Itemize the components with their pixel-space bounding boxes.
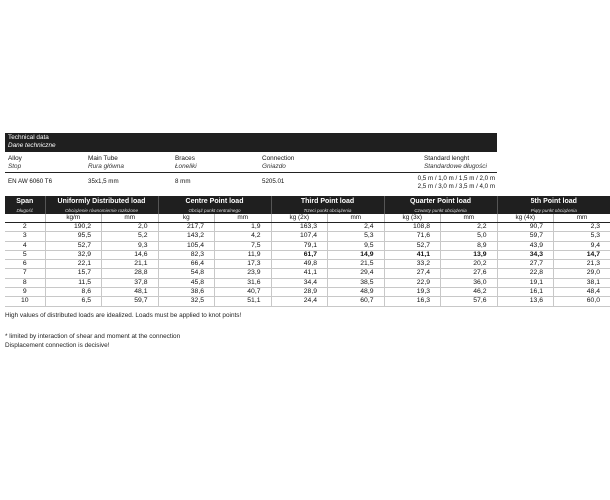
value-cell: 40,7	[215, 288, 272, 297]
value-cell: 34,3	[497, 250, 554, 259]
value-cell: 52,7	[384, 241, 441, 250]
value-cell: 60,7	[328, 297, 385, 306]
unit-cell: kg (2x)	[271, 214, 328, 223]
header-title: Technical data	[8, 134, 49, 141]
value-cell: 95,5	[45, 232, 102, 241]
value-cell: 4,2	[215, 232, 272, 241]
span-cell: 10	[5, 297, 45, 306]
unit-cell: mm	[215, 214, 272, 223]
table-subheader-row	[5, 207, 610, 214]
span-header: Span	[5, 196, 45, 207]
value-cell: 32,5	[158, 297, 215, 306]
prop-label-pl: Stop	[8, 163, 22, 170]
span-cell: 3	[5, 232, 45, 241]
value-cell: 143,2	[158, 232, 215, 241]
prop-main-tube	[88, 155, 124, 171]
value-cell: 9,5	[328, 241, 385, 250]
table-row	[5, 223, 610, 232]
prop-label: Main Tube	[88, 155, 118, 162]
value-cell: 22,1	[45, 260, 102, 269]
prop-label-pl: Rura główna	[88, 163, 124, 170]
value-cell: 21,5	[328, 260, 385, 269]
value-cell: 43,9	[497, 241, 554, 250]
value-cell: 59,7	[497, 232, 554, 241]
value-cell: 38,5	[328, 278, 385, 287]
value-cell: 59,7	[102, 297, 159, 306]
span-cell: 2	[5, 223, 45, 232]
value-cell: 32,9	[45, 250, 102, 259]
value-cell: 21,1	[102, 260, 159, 269]
note-displacement: Displacement connection is decisive!	[5, 342, 110, 349]
value-cell: 13,9	[441, 250, 498, 259]
value-cell: 5,2	[102, 232, 159, 241]
value-cell: 2,0	[102, 223, 159, 232]
value-cell: 71,6	[384, 232, 441, 241]
value-cell: 9,3	[102, 241, 159, 250]
value-cell: 11,5	[45, 278, 102, 287]
value-cell: 2,2	[441, 223, 498, 232]
value-cell: 16,1	[497, 288, 554, 297]
value-cell: 6,5	[45, 297, 102, 306]
value-cell: 13,6	[497, 297, 554, 306]
value-alloy: EN AW 6060 T6	[8, 178, 53, 185]
value-cell: 49,8	[271, 260, 328, 269]
value-cell: 24,4	[271, 297, 328, 306]
value-cell: 48,4	[554, 288, 610, 297]
prop-label-pl: Łoneliki	[175, 163, 197, 170]
prop-standard-length	[424, 155, 487, 171]
table-row	[5, 241, 610, 250]
value-cell: 20,2	[441, 260, 498, 269]
value-cell: 14,9	[328, 250, 385, 259]
table-row	[5, 269, 610, 278]
value-cell: 36,0	[441, 278, 498, 287]
header-subtitle: Dane techniczne	[8, 142, 56, 149]
value-cell: 57,6	[441, 297, 498, 306]
span-cell: 9	[5, 288, 45, 297]
value-cell: 5,3	[554, 232, 610, 241]
group-subheader-udl: Obciążenie równomiernie rozłożone	[45, 207, 158, 214]
unit-cell: mm	[102, 214, 159, 223]
group-subheader-quarter: Czwarty punkt obciążenia	[384, 207, 497, 214]
value-cell: 21,3	[554, 260, 610, 269]
value-cell: 33,2	[384, 260, 441, 269]
value-cell: 8,6	[45, 288, 102, 297]
prop-label: Standard lenght	[424, 155, 470, 162]
value-cell: 19,1	[497, 278, 554, 287]
group-subheader-centre: Obciąż punkt centralnego	[158, 207, 271, 214]
value-cell: 2,4	[328, 223, 385, 232]
table-row	[5, 260, 610, 269]
value-cell: 90,7	[497, 223, 554, 232]
value-cell: 28,9	[271, 288, 328, 297]
value-cell: 41,1	[271, 269, 328, 278]
span-subheader: Długość	[5, 207, 45, 214]
value-cell: 15,7	[45, 269, 102, 278]
value-cell: 27,6	[441, 269, 498, 278]
length-line-2: 2,5 m / 3,0 m / 3,5 m / 4,0 m	[417, 183, 495, 190]
value-main-tube: 35x1,5 mm	[88, 178, 119, 185]
value-cell: 163,3	[271, 223, 328, 232]
table-row	[5, 250, 610, 259]
span-cell: 4	[5, 241, 45, 250]
value-cell: 48,9	[328, 288, 385, 297]
prop-label-pl: Standardowe długości	[424, 163, 487, 170]
value-cell: 66,4	[158, 260, 215, 269]
value-cell: 41,1	[384, 250, 441, 259]
value-cell: 190,2	[45, 223, 102, 232]
value-cell: 217,7	[158, 223, 215, 232]
unit-cell: kg (4x)	[497, 214, 554, 223]
value-cell: 29,0	[554, 269, 610, 278]
value-cell: 2,3	[554, 223, 610, 232]
span-unit	[5, 214, 45, 223]
group-header-third: Third Point load	[271, 196, 384, 207]
value-cell: 28,8	[102, 269, 159, 278]
table-units-row	[5, 214, 610, 223]
prop-label: Alloy	[8, 155, 22, 162]
group-header-quarter: Quarter Point load	[384, 196, 497, 207]
span-cell: 7	[5, 269, 45, 278]
value-cell: 61,7	[271, 250, 328, 259]
group-header-udl: Uniformly Distributed load	[45, 196, 158, 207]
value-cell: 23,9	[215, 269, 272, 278]
value-cell: 31,6	[215, 278, 272, 287]
value-cell: 48,1	[102, 288, 159, 297]
value-cell: 105,4	[158, 241, 215, 250]
prop-braces	[175, 155, 197, 171]
unit-cell: kg	[158, 214, 215, 223]
value-cell: 38,6	[158, 288, 215, 297]
span-cell: 5	[5, 250, 45, 259]
unit-cell: mm	[554, 214, 610, 223]
value-braces: 8 mm	[175, 178, 191, 185]
value-cell: 11,9	[215, 250, 272, 259]
group-subheader-third: Trzeci punkt obciążenia	[271, 207, 384, 214]
value-cell: 27,7	[497, 260, 554, 269]
value-cell: 5,0	[441, 232, 498, 241]
table-row	[5, 278, 610, 287]
value-cell: 9,4	[554, 241, 610, 250]
value-cell: 79,1	[271, 241, 328, 250]
value-cell: 7,5	[215, 241, 272, 250]
prop-label-pl: Gniazdo	[262, 163, 286, 170]
value-cell: 107,4	[271, 232, 328, 241]
unit-cell: kg (3x)	[384, 214, 441, 223]
table-header-row	[5, 196, 610, 207]
prop-label: Connection	[262, 155, 295, 162]
value-cell: 27,4	[384, 269, 441, 278]
value-cell: 108,8	[384, 223, 441, 232]
load-table	[5, 196, 610, 307]
value-cell: 22,8	[497, 269, 554, 278]
group-header-centre: Centre Point load	[158, 196, 271, 207]
table-row	[5, 288, 610, 297]
prop-connection	[262, 155, 294, 171]
value-cell: 60,0	[554, 297, 610, 306]
table-row	[5, 232, 610, 241]
length-line-1: 0,5 m / 1,0 m / 1,5 m / 2,0 m	[417, 175, 495, 182]
group-header-fifth: 5th Point load	[497, 196, 610, 207]
note-limited: * limited by interaction of shear and moment at the connection	[5, 333, 181, 340]
value-cell: 46,2	[441, 288, 498, 297]
value-cell: 8,9	[441, 241, 498, 250]
value-standard-length	[418, 175, 495, 190]
value-cell: 14,7	[554, 250, 610, 259]
value-cell: 37,8	[102, 278, 159, 287]
value-cell: 45,8	[158, 278, 215, 287]
span-cell: 6	[5, 260, 45, 269]
value-cell: 52,7	[45, 241, 102, 250]
prop-alloy	[8, 155, 22, 171]
span-cell: 8	[5, 278, 45, 287]
divider	[5, 172, 497, 173]
value-cell: 29,4	[328, 269, 385, 278]
value-cell: 5,3	[328, 232, 385, 241]
value-cell: 17,3	[215, 260, 272, 269]
value-cell: 14,6	[102, 250, 159, 259]
value-cell: 1,9	[215, 223, 272, 232]
value-cell: 22,9	[384, 278, 441, 287]
group-subheader-fifth: Piąty punkt obciążenia	[497, 207, 610, 214]
technical-data-header	[5, 133, 497, 152]
value-cell: 82,3	[158, 250, 215, 259]
value-cell: 19,3	[384, 288, 441, 297]
value-cell: 38,1	[554, 278, 610, 287]
unit-cell: mm	[328, 214, 385, 223]
unit-cell: kg/m	[45, 214, 102, 223]
unit-cell: mm	[441, 214, 498, 223]
value-cell: 16,3	[384, 297, 441, 306]
value-connection: 5205.01	[262, 178, 285, 185]
value-cell: 51,1	[215, 297, 272, 306]
prop-label: Braces	[175, 155, 195, 162]
table-row	[5, 297, 610, 306]
value-cell: 34,4	[271, 278, 328, 287]
value-cell: 54,8	[158, 269, 215, 278]
note-distributed-loads: High values of distributed loads are idealized. Loads must be applied to knot points!	[5, 312, 242, 319]
